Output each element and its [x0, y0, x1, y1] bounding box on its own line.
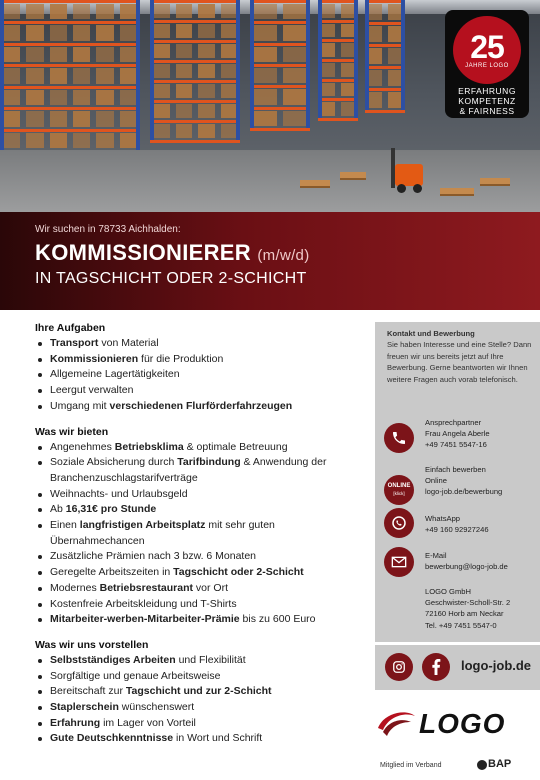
list-item	[35, 399, 365, 415]
list-item	[35, 669, 365, 685]
list-item	[35, 653, 365, 669]
list-item	[35, 502, 365, 518]
social-bar	[375, 645, 540, 690]
forklift-image	[385, 148, 429, 194]
whatsapp-icon	[384, 508, 414, 538]
list-item-text: Soziale Absicherung durch	[50, 456, 178, 469]
bap-logo-text: BAP	[488, 758, 512, 770]
list-item-text: Tarifbindung	[177, 456, 241, 469]
list-item-text: Umgang mit	[50, 399, 110, 412]
list-item	[35, 684, 365, 700]
list-item-text: 16,31€ pro Stunde	[65, 503, 157, 516]
hero-image	[0, 0, 540, 212]
email-icon	[384, 547, 414, 577]
logo-wordmark: LOGO	[419, 708, 506, 739]
section-list	[35, 653, 365, 747]
pallet	[340, 172, 366, 180]
job-subtitle: IN TAGSCHICHT ODER 2-SCHICHT	[35, 270, 307, 287]
storage-rack	[365, 0, 405, 110]
anniversary-badge	[445, 10, 529, 118]
list-item	[35, 716, 365, 732]
person-name: Frau Angela Aberle	[425, 429, 490, 439]
online-icon-sub: [klick]	[393, 491, 405, 496]
whatsapp-number[interactable]: +49 160 92927246	[425, 525, 489, 535]
storage-rack	[250, 0, 310, 128]
online-icon-text: ONLINE	[387, 483, 411, 489]
bap-logo-icon	[477, 760, 487, 770]
contact-heading: Kontakt und Bewerbung	[387, 329, 475, 338]
list-item-text: und Flexibilität	[175, 653, 246, 666]
list-item-text: Selbstständiges Arbeiten	[50, 653, 176, 666]
person-label: Ansprechpartner	[425, 418, 482, 427]
list-item	[35, 597, 365, 613]
list-item-text: Betriebsklima	[114, 440, 184, 453]
list-item	[35, 565, 365, 581]
list-item	[35, 440, 365, 456]
job-title	[35, 240, 310, 266]
list-item-text: in Wort und Schrift	[173, 732, 263, 745]
contact-intro	[387, 328, 535, 385]
facebook-icon[interactable]	[422, 653, 450, 681]
company-city: 72160 Horb am Neckar	[425, 609, 504, 619]
list-item	[35, 336, 365, 352]
person-phone[interactable]: +49 7451 5547-16	[425, 440, 487, 450]
intro-text: Wir suchen in 78733 Aichhalden:	[35, 224, 181, 235]
list-item-text: wünschenswert	[118, 701, 195, 714]
section-list	[35, 440, 365, 628]
list-item-text: Tagschicht oder 2-Schicht	[173, 566, 304, 579]
header-band	[0, 212, 540, 310]
job-details	[35, 322, 365, 747]
company-name: LOGO GmbH	[425, 587, 471, 596]
company-logo	[375, 704, 535, 744]
list-item-text: Mitarbeiter-werben-Mitarbeiter-Prämie	[50, 613, 240, 626]
online-label: Einfach bewerben	[425, 465, 486, 474]
list-item-text: Modernes	[50, 581, 100, 594]
warehouse-floor	[0, 150, 540, 212]
list-item-text: verschiedenen Flurförderfahrzeugen	[109, 399, 293, 412]
list-item	[35, 455, 365, 486]
online-apply	[425, 464, 537, 498]
section-title: Ihre Aufgaben	[35, 322, 106, 334]
list-item-text: Staplerschein	[50, 701, 119, 714]
storage-rack	[318, 0, 358, 118]
storage-rack	[150, 0, 240, 140]
section-title: Was wir uns vorstellen	[35, 638, 149, 651]
whatsapp-contact	[425, 513, 537, 535]
list-item	[35, 518, 365, 549]
list-item-text: Geregelte Arbeitszeiten in	[50, 566, 174, 579]
list-item-text: bis zu 600 Euro	[239, 613, 316, 626]
list-item-text: & Anwendung der Branchenzuschlagstarifverträge	[50, 456, 327, 484]
online-apply-icon[interactable]	[384, 475, 414, 505]
list-item-text: Gute Deutschkenntnisse	[50, 732, 174, 745]
list-item	[35, 612, 365, 628]
online-sub: Online	[425, 476, 447, 486]
email-label: E-Mail	[425, 551, 447, 560]
list-item	[35, 700, 365, 716]
contact-person	[425, 417, 537, 451]
list-item-text: Allgemeine Lagertätigkeiten	[50, 368, 180, 381]
list-item	[35, 352, 365, 368]
website-link[interactable]: logo-job.de	[461, 658, 532, 673]
list-item	[35, 549, 365, 565]
anniversary-sub: JAHRE LOGO	[465, 62, 509, 69]
list-item-text: im Lager von Vorteil	[100, 716, 196, 729]
list-item-text: Zusätzliche Prämien nach 3 bzw. 6 Monaten	[50, 550, 257, 563]
list-item-text: Angenehmes	[50, 440, 115, 453]
anniversary-seal	[453, 16, 521, 84]
list-item-text: Weihnachts- und Urlaubsgeld	[50, 487, 188, 500]
list-item-text: Erfahrung	[50, 716, 101, 729]
email-contact	[425, 550, 537, 572]
section-list	[35, 336, 365, 415]
company-phone[interactable]: Tel. +49 7451 5547-0	[425, 620, 497, 630]
contact-intro-text: Sie haben Interesse und eine Stelle? Dann freuen wir uns bereits jetzt auf Ihre Bewerbung. Gerne beantworten wir Ihnen weitere Fragen auch vorab telefonisch.	[387, 340, 532, 384]
storage-rack	[0, 0, 140, 150]
pallet	[300, 180, 330, 188]
list-item-text: langfristigen Arbeitsplatz	[79, 519, 206, 532]
list-item	[35, 383, 365, 399]
pallet	[480, 178, 510, 186]
whatsapp-label: WhatsApp	[425, 514, 461, 523]
badge-tagline-3: & FAIRNESS	[459, 106, 515, 116]
list-item-text: Bereitschaft zur	[50, 685, 126, 698]
anniversary-number: 25	[470, 28, 504, 65]
list-item-text: für die Produktion	[138, 352, 224, 365]
company-address	[425, 586, 537, 631]
pallet	[440, 188, 474, 196]
badge-tagline-1: ERFAHRUNG	[458, 86, 516, 96]
badge-tagline-2: KOMPETENZ	[458, 96, 516, 106]
list-item-text: mit sehr guten Übernahmechancen	[50, 519, 275, 547]
company-street: Geschwister-Scholl-Str. 2	[425, 598, 511, 608]
list-item	[35, 581, 365, 597]
list-item-text: & optimale Betreuung	[183, 440, 288, 453]
list-item	[35, 367, 365, 383]
list-item	[35, 731, 365, 747]
contact-panel	[375, 322, 540, 642]
list-item-text: von Material	[98, 337, 159, 349]
list-item-text: Sorgfältige und genaue Arbeitsweise	[50, 669, 221, 682]
list-item-text: Kostenfreie Arbeitskleidung und T-Shirts	[50, 597, 237, 610]
list-item	[35, 487, 365, 503]
list-item-text: Betriebsrestaurant	[99, 581, 193, 594]
job-title-text: KOMMISSIONIERER	[35, 240, 251, 265]
instagram-icon[interactable]	[385, 653, 413, 681]
online-url[interactable]: logo-job.de/bewerbung	[425, 487, 503, 497]
list-item-text: Ab	[50, 503, 66, 516]
email-address[interactable]: bewerbung@logo-job.de	[425, 562, 508, 572]
list-item-text: Tagschicht und zur 2-Schicht	[125, 685, 272, 698]
list-item-text: Leergut verwalten	[50, 384, 134, 397]
list-item-text: Kommissionieren	[50, 352, 139, 365]
phone-icon	[384, 423, 414, 453]
list-item-text: vor Ort	[192, 581, 228, 594]
gender-tag: (m/w/d)	[257, 247, 310, 264]
list-item-text: Einen	[50, 519, 80, 532]
membership-text: Mitglied im Verband	[380, 762, 442, 769]
list-item-text: Transport	[50, 337, 99, 349]
logo-swoosh-icon	[375, 708, 417, 740]
section-title: Was wir bieten	[35, 425, 109, 438]
